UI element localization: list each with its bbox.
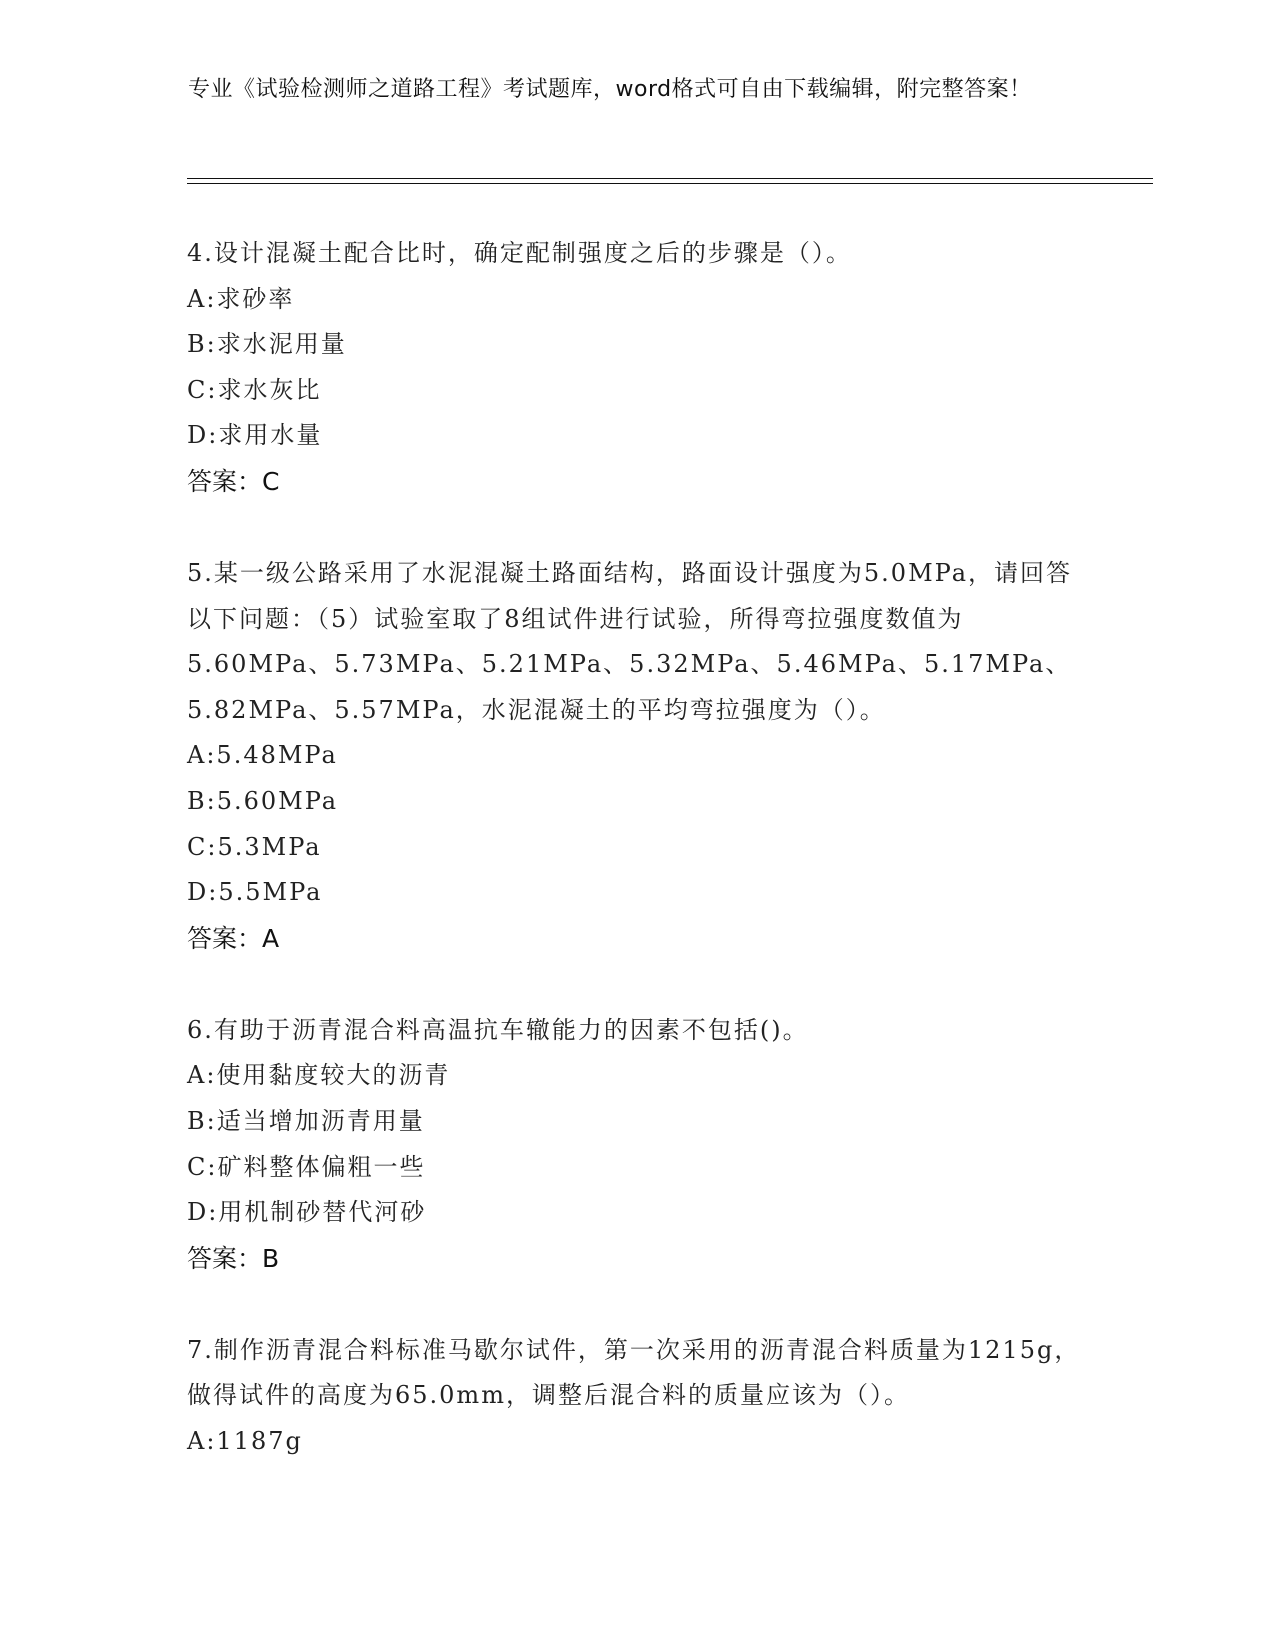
option-d: D:求用水量 bbox=[187, 421, 323, 450]
option-b: B:适当增加沥青用量 bbox=[187, 1106, 425, 1135]
header-divider-bottom bbox=[187, 183, 1153, 184]
question-4 bbox=[187, 231, 1087, 505]
option-d: D:用机制砂替代河砂 bbox=[187, 1198, 427, 1227]
option-d: D:5.5MPa bbox=[187, 878, 323, 907]
option-a: A:5.48MPa bbox=[187, 741, 338, 770]
option-a: A:使用黏度较大的沥青 bbox=[187, 1061, 451, 1090]
question-7 bbox=[187, 1328, 1087, 1465]
question-list bbox=[187, 231, 1087, 1510]
option-c: C:5.3MPa bbox=[187, 832, 322, 861]
question-stem: 4.设计混凝土配合比时，确定配制强度之后的步骤是（）。 bbox=[187, 239, 852, 267]
option-c: C:矿料整体偏粗一些 bbox=[187, 1152, 426, 1181]
header-divider-top bbox=[187, 178, 1153, 179]
question-6 bbox=[187, 1008, 1087, 1282]
question-stem: 6.有助于沥青混合料高温抗车辙能力的因素不包括()。 bbox=[187, 1015, 809, 1044]
option-c: C:求水灰比 bbox=[187, 375, 322, 404]
answer-label: 答案：A bbox=[187, 923, 280, 953]
option-a: A:求砂率 bbox=[187, 284, 295, 313]
option-b: B:5.60MPa bbox=[187, 786, 339, 815]
question-stem: 7.制作沥青混合料标准马歇尔试件，第一次采用的沥青混合料质量为1215g，做得试件的高度为65.0mm，调整后混合料的质量应该为（）。 bbox=[187, 1335, 1081, 1410]
option-b: B:求水泥用量 bbox=[187, 330, 347, 359]
question-stem: 5.某一级公路采用了水泥混凝土路面结构，路面设计强度为5.0MPa，请回答以下问题：（5）试验室取了8组试件进行试验，所得弯拉强度数值为5.60MPa、5.73MPa、5.21MPa、5.32MPa、5.46MPa、5.17MPa、5.82MPa、5.57MPa，水泥混凝土的平均弯拉强度为（）。 bbox=[187, 558, 1073, 724]
option-a: A:1187g bbox=[187, 1426, 303, 1455]
answer-label: 答案：B bbox=[187, 1243, 280, 1273]
answer-label: 答案：C bbox=[187, 466, 280, 496]
question-5 bbox=[187, 551, 1087, 962]
document-header: 专业《试验检测师之道路工程》考试题库，word格式可自由下载编辑，附完整答案！ bbox=[188, 77, 1032, 102]
